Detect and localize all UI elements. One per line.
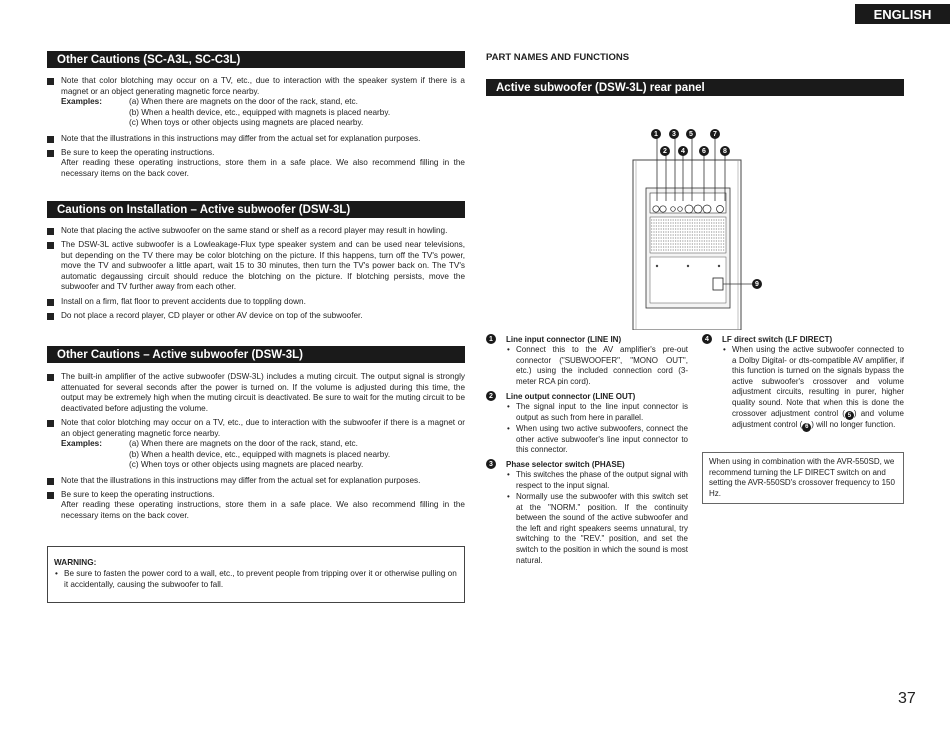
callout-7: 7 [710,129,720,139]
part-number-1: 1 [486,334,496,344]
bullet-square [47,492,54,499]
bullet-square [47,313,54,320]
paragraph: Note that the illustrations in this instructions may differ from the actual set for explanation purposes. [61,476,421,485]
rear-panel-diagram [620,125,770,330]
part-desc: • Normally use the subwoofer with this switch set at the "NORM." position. If the continuity between the sound of the active subwoofer and the left and right speakers seems unnatural, try switching to the "REV." position, and set the switch to the position in which the sound is most natural. [507,492,688,565]
section-title-other-cautions-subwoofer: Other Cautions – Active subwoofer (DSW-3L) [47,346,465,363]
example-item: (b) When a health device, etc., equipped with magnets is placed nearby. [129,107,391,117]
paragraph: The DSW-3L active subwoofer is a Lowleakage-Flux type speaker system and can be used near televisions, but depending on the TV there may be color blotching on the picture. If this happens, turn off the TV's power, move the TV and subwoofer a little apart, wait 15 to 30 minutes, then turn the TV's power back on. The TV's automatic degaussing circuit should reduce the blotching on the picture. If blotching persists, move the subwoofer and TV further away from each other. [61,240,465,292]
example-item: (c) When toys or other objects using magnets are placed nearby. [129,460,364,470]
warning-box [47,546,465,603]
bullet-square [47,374,54,381]
part-title-line-out: Line output connector (LINE OUT) [506,392,636,401]
examples-label: Examples: [61,97,102,106]
part-desc: • This switches the phase of the output signal with respect to the input signal. [507,470,688,490]
warning-text: Be sure to fasten the power cord to a wall, etc., to prevent people from tripping over it or otherwise pulling on it accidentally, causing the subwoofer to fall. [64,569,457,589]
rear-panel-title: Active subwoofer (DSW-3L) rear panel [486,79,904,96]
callout-2: 2 [660,146,670,156]
part-desc: • When using the active subwoofer connected to a Dolby Digital- or dts-compatible AV amplifier, if this function is turned on the signals bypass the active subwoofer's crossover and volume adjustment circuits, resulting in purer, higher quality sound. Note that when this is done the crossover adjustment control ( 5 ) and volume adjustment control ( 6 ) will no longer function. [723,345,905,431]
bullet-square [47,478,54,485]
section-title-installation: Cautions on Installation – Active subwoofer (DSW-3L) [47,201,465,218]
examples-list [61,97,465,131]
bullet-square [47,420,54,427]
paragraph: After reading these operating instructions, store them in a safe place. We also recommend filling in the necessary items on the back cover. [61,500,465,520]
callout-8: 8 [720,146,730,156]
bullet-square [47,78,54,85]
example-item: (a) When there are magnets on the door of the rack, stand, etc. [129,97,358,106]
callout-9: 9 [752,279,762,289]
paragraph: Note that the illustrations in this instructions may differ from the actual set for explanation purposes. [61,134,421,143]
section-title-other-cautions-speakers: Other Cautions (SC-A3L, SC-C3L) [47,51,465,68]
part-title-line-in: Line input connector (LINE IN) [506,335,622,344]
part-number-3: 3 [486,459,496,469]
part-desc: • When using two active subwoofers, connect the other active subwoofer's line input connector to this connector. [507,424,688,455]
part-names-heading: PART NAMES AND FUNCTIONS [486,52,630,63]
callout-5: 5 [686,129,696,139]
paragraph: Be sure to keep the operating instructions. [61,148,215,157]
part-number-2: 2 [486,391,496,401]
paragraph: Note that color blotching may occur on a TV, etc., due to interaction with the speaker system if there is a magnet or an object generating magnetic force nearby. [61,76,465,96]
bullet-dot: • [55,569,58,578]
bullet-square [47,228,54,235]
callout-1: 1 [651,129,661,139]
examples-label: Examples: [61,439,102,448]
paragraph: Do not place a record player, CD player or other AV device on top of the subwoofer. [61,311,363,320]
bullet-square [47,136,54,143]
note-box: When using in combination with the AVR-550SD, we recommend turning the LF DIRECT switch on and setting the AVR-550SD's crossover frequency to 150 Hz. [702,452,904,504]
paragraph: After reading these operating instructions, store them in a safe place. We also recommend filling in the necessary items on the back cover. [61,158,465,178]
paragraph: Install on a firm, flat floor to prevent accidents due to toppling down. [61,297,306,306]
paragraph: Note that color blotching may occur on a TV, etc., due to interaction with the subwoofer if there is a magnet or an object generating magnetic force nearby. [61,418,465,438]
language-tab: ENGLISH [855,4,950,24]
bullet-square [47,242,54,249]
part-desc: • Connect this to the AV amplifier's pre-out connector ("SUBWOOFER", "MONO OUT", etc.) using the included connection cord (3-meter RCA pin cord). [507,345,688,386]
callout-3: 3 [669,129,679,139]
warning-title: WARNING: [54,558,97,567]
inline-callout-5: 5 [845,411,854,420]
bullet-square [47,150,54,157]
callout-6: 6 [699,146,709,156]
paragraph: The built-in amplifier of the active subwoofer (DSW-3L) includes a muting circuit. The output signal is strongly attenuated for several seconds after the power is turned on. If the volume is adjusted during this time, the output may be extremely high when the muting circuit is deactivated. Be sure to wait for the muting circuit to be deactivated before adjusting the volume. [61,372,465,413]
paragraph: Note that placing the active subwoofer on the same stand or shelf as a record player may result in howling. [61,226,448,235]
page-number: 37 [898,690,916,707]
example-item: (c) When toys or other objects using magnets are placed nearby. [129,118,364,128]
part-number-4: 4 [702,334,712,344]
example-item: (b) When a health device, etc., equipped with magnets is placed nearby. [129,449,391,459]
example-item: (a) When there are magnets on the door of the rack, stand, etc. [129,439,358,448]
examples-list [61,439,465,473]
callout-4: 4 [678,146,688,156]
paragraph: Be sure to keep the operating instructions. [61,490,215,499]
part-desc: • The signal input to the line input connector is output as such from here in parallel. [507,402,688,422]
part-title-lf-direct: LF direct switch (LF DIRECT) [722,335,833,344]
bullet-square [47,299,54,306]
part-title-phase: Phase selector switch (PHASE) [506,460,625,469]
inline-callout-6: 6 [802,423,811,432]
